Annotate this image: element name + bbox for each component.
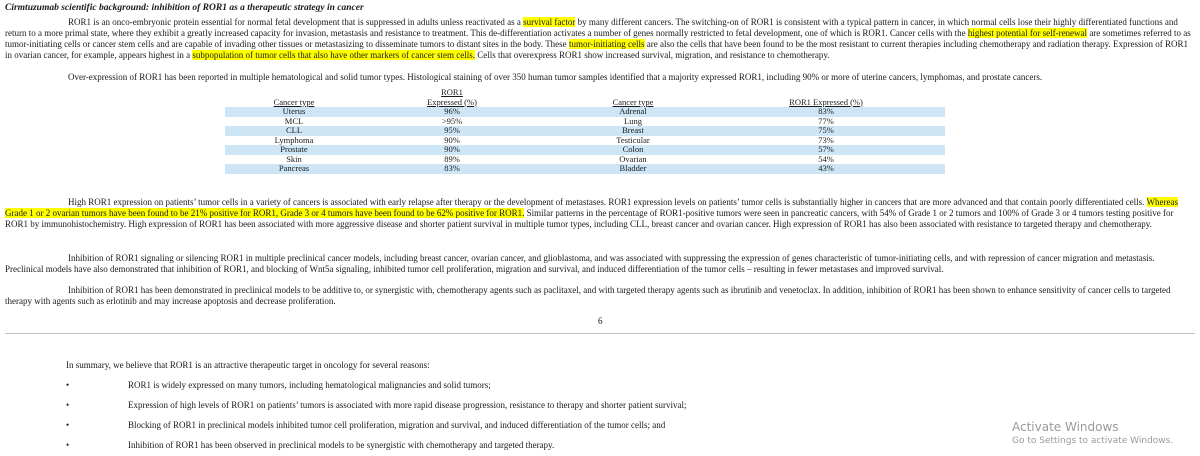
text-run: ROR1 is an onco-embryonic protein essential for normal fetal development that is suppressed in adults unless reactivated as a <box>68 17 524 27</box>
highlighted-text: subpopulation of tumor cells that also have other markers of cancer stem cells. <box>192 50 475 60</box>
table-cell: Lung <box>624 115 642 126</box>
table-cell: MCL <box>284 115 304 126</box>
text-run: High ROR1 expression on patients’ tumor cells in a variety of cancers is associated with early relapse after therapy or the development of metastases. ROR1 expression levels on patients’ tumor cells is substantially higher in cancers that are more advanced and that contain poorly differentiated cells. <box>68 197 1145 207</box>
text-run: are sometimes referred to as tumor-initiating cells or cancer stem cells and are capable of invading other tissues or metastasizing to disseminate tumors to distant sites in the body. These <box>5 28 1191 49</box>
paragraph-overexpression <box>5 72 1195 83</box>
highlighted-text: survival factor <box>523 17 576 27</box>
table-header-row <box>225 88 945 107</box>
list-item-text: ROR1 is widely expressed on many tumors, including hematological malignancies and solid tumors; <box>128 380 491 390</box>
table-cell: 96% <box>363 107 541 117</box>
table-cell <box>541 117 559 127</box>
text-run: Inhibition of ROR1 has been demonstrated in preclinical models to be additive to, or synergistic with, chemotherapy agents such as paclitaxel, and with targeted therapy agents such as ibrutinib and venetoclax. In addition, inhibition of ROR1 has been shown to enhance sensitivity of cancer cells to targeted therapy with agents such as erlotinib and may increase apoptosis and decrease proliferation. <box>5 285 1171 306</box>
highlighted-text: highest potential for self-renewal <box>967 28 1088 38</box>
table-cell <box>541 145 559 155</box>
table-cell: 57% <box>707 145 945 155</box>
table-cell: Uterus <box>225 107 363 117</box>
table-row <box>225 155 945 165</box>
paragraph-high-expression <box>5 197 1195 230</box>
table-cell: Colon <box>559 145 707 155</box>
table-cell: 83% <box>707 107 945 117</box>
table-cell: Adrenal <box>559 107 707 117</box>
table-cell: Skin <box>286 153 302 164</box>
list-item-text: Inhibition of ROR1 has been observed in preclinical models to be synergistic with chemotherapy and targeted therapy. <box>128 440 555 450</box>
bullet-icon: • <box>66 440 70 450</box>
table-cell: 75% <box>707 126 945 136</box>
table-cell: Pancreas <box>225 164 363 174</box>
table-cell: >95% <box>441 115 463 126</box>
table-cell: 90% <box>363 145 541 155</box>
summary-intro: In summary, we believe that ROR1 is an attractive therapeutic target in oncology for several reasons: <box>66 360 430 370</box>
text-run: Over-expression of ROR1 has been reported in multiple hematological and solid tumor types. Histological staining of over 350 human tumor samples identified that a majority expressed ROR1, including 90% or more of uterine cancers, lymphomas, and prostate cancers. <box>68 72 1043 82</box>
activate-windows-settings-link[interactable]: Go to Settings to activate Windows. <box>1012 436 1174 446</box>
table-cell: Testicular <box>616 134 650 145</box>
table-row <box>225 126 945 136</box>
ror1-expression-table <box>225 88 945 174</box>
table-cell <box>541 136 559 146</box>
table-cell: CLL <box>225 126 363 136</box>
activate-windows-watermark: Activate Windows <box>1012 420 1119 434</box>
page-number: 6 <box>598 316 603 326</box>
table-cell <box>541 164 559 174</box>
text-run: Cells that overexpress ROR1 show increased survival, migration, and resistance to chemotherapy. <box>474 50 830 60</box>
table-cell: 95% <box>363 126 541 136</box>
bullet-icon: • <box>66 380 70 390</box>
table-cell: 83% <box>363 164 541 174</box>
table-cell <box>541 155 559 165</box>
list-item-text: Blocking of ROR1 in preclinical models inhibited tumor cell proliferation, migration and survival, and induced differentiation of the tumor cells; and <box>128 420 666 430</box>
table-cell: Bladder <box>559 164 707 174</box>
table-cell: 54% <box>818 153 834 164</box>
text-run: are also the cells that have been found to be the most resistant to current therapies including chemotherapy and radiation therapy. Expression of ROR1 in ovarian cancer, for example, appears highest in a <box>5 39 1189 60</box>
table-cell: 73% <box>818 134 834 145</box>
header-text: ROR1 <box>441 87 463 97</box>
section-title: Cirmtuzumab scientific background: inhibition of ROR1 as a therapeutic strategy in cancer <box>5 3 364 13</box>
table-row <box>225 164 945 174</box>
header-cancer-type: Cancer type <box>273 96 315 107</box>
header-cancer-type-2: Cancer type <box>612 96 654 107</box>
header-text: Expressed (%) <box>427 96 477 107</box>
table-cell <box>541 126 559 136</box>
header-ror1-expressed <box>363 88 541 107</box>
table-cell: 90% <box>444 134 460 145</box>
bullet-icon: • <box>66 420 70 430</box>
highlighted-text: Whereas Grade 1 or 2 ovarian tumors have been found to be 21% positive for ROR1, Grade 3 or 4 tumors have been found to be 62% positive for ROR1. <box>5 197 1178 218</box>
page-divider <box>5 333 1195 334</box>
table-cell: 43% <box>707 164 945 174</box>
text-run: by many different cancers. The switching-on of ROR1 is consistent with a typical pattern in cancer, in which normal cells lose their highly differentiated functions and return to a more primal state, where they exhibit a greatly increased capacity for invasion, metastasis and resistance to treatment. This de-differentiation activates a number of genes normally restricted to fetal development, one of which is ROR1. Cancer cells with the <box>5 17 1178 38</box>
bullet-icon: • <box>66 400 70 410</box>
paragraph-inhibition-additive <box>5 285 1195 307</box>
table-row <box>225 145 945 155</box>
table-cell: Lymphoma <box>274 134 314 145</box>
table-row <box>225 117 945 127</box>
text-run: Inhibition of ROR1 signaling or silencing ROR1 in multiple preclinical cancer models, including breast cancer, ovarian cancer, and glioblastoma, and was associated with suppressing the expression of genes characteristic of tumor-initiating cells, and with repression of cancer migration and metastasis. Preclinical models have also demonstrated that inhibition of ROR1, and blocking of Wnt5a signaling, inhibited tumor cell proliferation, migration and survival, and induced differentiation of the tumor cells – resulting in fewer metastases and improved survival. <box>5 253 1155 274</box>
paragraph-inhibition-signaling <box>5 253 1195 275</box>
table-cell: Breast <box>559 126 707 136</box>
table-cell: Prostate <box>225 145 363 155</box>
table-cell <box>541 107 559 117</box>
list-item-text: Expression of high levels of ROR1 on patients’ tumors is associated with more rapid disease progression, resistance to therapy and shorter patient survival; <box>128 400 687 410</box>
table-cell: 89% <box>444 153 460 164</box>
table-row <box>225 136 945 146</box>
text-run: Similar patterns in the percentage of ROR1-positive tumors were seen in pancreatic cancers, with 54% of Grade 1 or 2 tumors and 100% of Grade 3 or 4 tumors testing positive for ROR1 by immunohistochemistry. High expression of ROR1 has been associated with more aggressive disease and shorter patient survival in multiple tumor types, including CLL, breast cancer and ovarian cancer. High expression of ROR1 has also been associated with resistance to targeted therapy and chemotherapy. <box>5 208 1174 229</box>
table-cell: 77% <box>818 115 834 126</box>
highlighted-text: tumor-initiating cells <box>568 39 645 49</box>
table-row <box>225 107 945 117</box>
table-cell: Ovarian <box>619 153 647 164</box>
paragraph-background <box>5 17 1195 61</box>
header-spacer <box>541 88 559 107</box>
header-ror1-expressed-2: ROR1 Expressed (%) <box>789 96 863 107</box>
